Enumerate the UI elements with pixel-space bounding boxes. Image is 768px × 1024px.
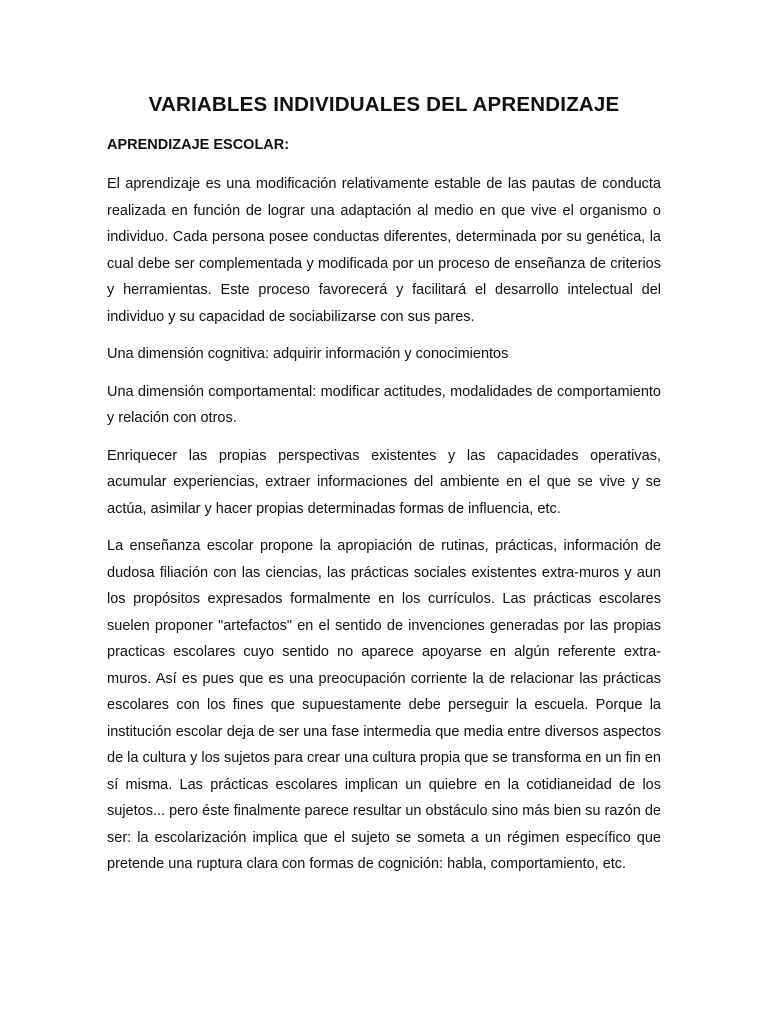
paragraph-definition: El aprendizaje es una modificación relativamente estable de las pautas de conducta realizada en función de lograr una adaptación al medio en que vive el organismo o individuo. Cada persona posee conductas diferentes, determinada por su genética, la cual debe ser complementada y modificada por un proceso de enseñanza de criterios y herramientas. Este proceso favorecerá y facilitará el desarrollo intelectual del individuo y su capacidad de sociabilizarse con sus pares. [107, 176, 661, 325]
paragraph-behavioral-dimension: Una dimensión comportamental: modificar actitudes, modalidades de comportamiento y relación con otros. [107, 383, 661, 426]
paragraph-school-teaching: La enseñanza escolar propone la apropiación de rutinas, prácticas, información de dudosa filiación con las ciencias, las prácticas sociales existentes extra-muros y aun los propósitos expresados formalmente en los currículos. Las prácticas escolares suelen proponer "artefactos" en el sentido de invenciones generadas por las propias practicas escolares cuyo sentido no aparece apoyarse en algún referente extra-muros. Así es pues que es una preocupación corriente la de relacionar las prácticas escolares con los fines que supuestamente debe perseguir la escuela. Porque la institución escolar deja de ser una fase intermedia que media entre diversos aspectos de la cultura y los sujetos para crear una cultura propia que se transforma en un fin en sí misma. Las prácticas escolares implican un quiebre en la cotidianeidad de los sujetos... pero éste finalmente parece resultar un obstáculo sino más bien su razón de ser: la escolarización implica que el sujeto se someta a un régimen específico que pretende una ruptura clara con formas de cognición: habla, comportamiento, etc. [107, 538, 661, 872]
paragraph-enrich-perspectives: Enriquecer las propias perspectivas existentes y las capacidades operativas, acumular experiencias, extraer informaciones del ambiente en el que se vive y se actúa, asimilar y hacer propias determinadas formas de influencia, etc. [107, 447, 661, 517]
page-title: VARIABLES INDIVIDUALES DEL APRENDIZAJE [148, 93, 620, 116]
paragraph-cognitive-dimension: Una dimensión cognitiva: adquirir información y conocimientos [107, 346, 509, 362]
section-heading: APRENDIZAJE ESCOLAR: [107, 137, 290, 153]
